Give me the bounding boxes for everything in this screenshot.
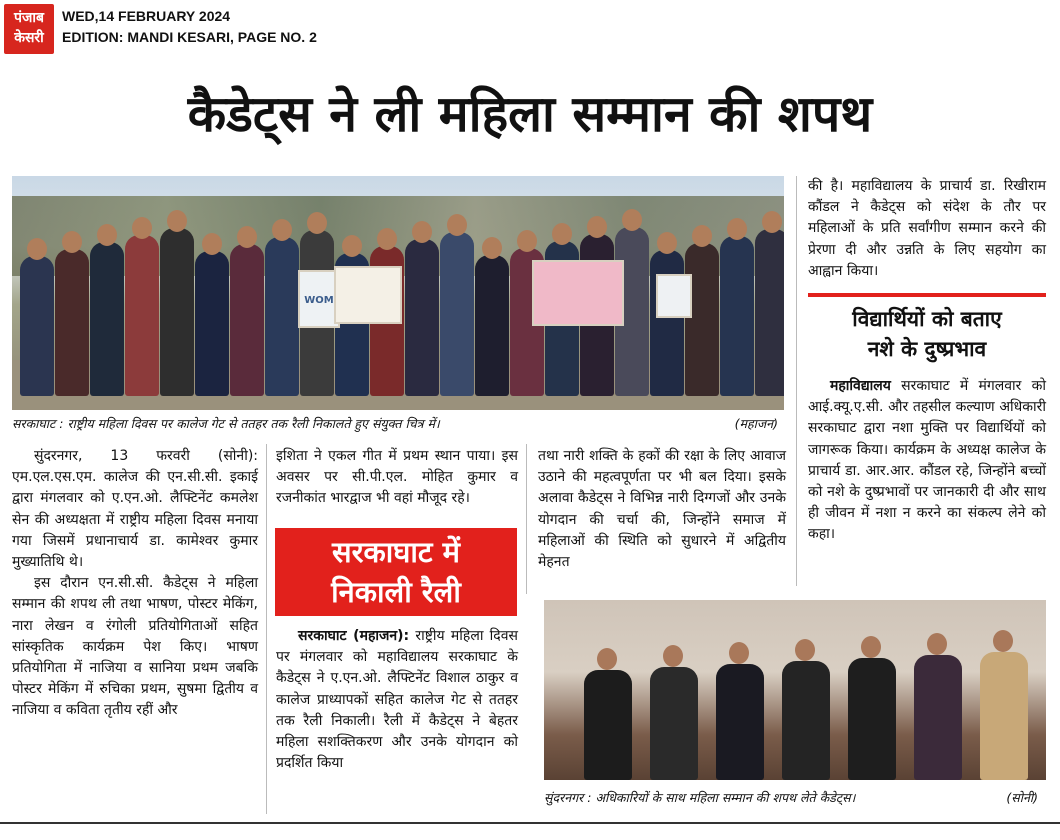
photo-person <box>405 239 439 396</box>
oath-photo-credit: (सोनी) <box>1006 790 1038 805</box>
story2-heading-line-1: सरकाघाट में <box>332 535 460 569</box>
masthead <box>0 0 1060 58</box>
photo-person <box>55 249 89 396</box>
photo-poster-text: WOM <box>304 295 334 306</box>
story1-column-1 <box>12 446 258 722</box>
photo-person-head <box>552 223 572 245</box>
edition-meta <box>62 6 317 48</box>
photo-person <box>440 232 474 396</box>
photo-person <box>230 244 264 396</box>
story2-column-3-text: तथा नारी शक्ति के हकों की रक्षा के लिए आवाज उठाने की महत्वपूर्णता पर भी बल दिया। इसके अलावा कैडेट्स ने विभिन्न नारी दिग्गजों और उनके योगदान की चर्चा की, जिन्होंने समाज में महिलाओं की स्थिति को सुधारने में अद्वितीय मेहनत <box>538 448 786 571</box>
photo-person <box>720 236 754 396</box>
photo-person-head <box>97 224 117 246</box>
story3-body <box>808 376 1046 546</box>
story2-column-3 <box>538 446 786 573</box>
photo-person-head <box>657 232 677 254</box>
photo-cadet <box>980 652 1028 780</box>
edition-info: EDITION: MANDI KESARI, PAGE NO. 2 <box>62 29 317 45</box>
rally-group-photo <box>12 176 784 410</box>
photo-cadet-head <box>663 645 683 667</box>
story3-text: सरकाघाट में मंगलवार को आई.क्यू.ए.सी. और तहसील कल्याण अधिकारी सरकाघाट द्वारा नशा मुक्ति पर विद्यार्थियों को जागरूक किया। कार्यक्रम के अध्यक्ष कालेज के प्राचार्य डा. आर.आर. कौंडल रहे, जिन्होंने बच्चों को नशे के दुष्प्रभावों पर जानकारी दी और साथ ही जीवन में नशा न करने का संकल्प लेने को कहा। <box>808 378 1046 543</box>
bottom-rule <box>0 822 1060 824</box>
photo-person-head <box>272 219 292 241</box>
punjab-kesari-logo <box>4 4 54 54</box>
photo-person-head <box>237 226 257 248</box>
photo-person-head <box>447 214 467 236</box>
story2-heading-line-2: निकाली रैली <box>331 575 461 609</box>
photo-person-head <box>622 209 642 231</box>
oath-photo-caption <box>544 786 1046 810</box>
photo-cadet-head <box>795 639 815 661</box>
photo-person <box>125 235 159 396</box>
photo-cadet <box>650 667 698 780</box>
story3-dateline: महाविद्यालय <box>830 378 891 394</box>
photo-person <box>650 250 684 396</box>
logo-line-2: केसरी <box>14 30 44 46</box>
main-photo-caption <box>12 413 784 435</box>
photo-person-head <box>132 217 152 239</box>
story1-paragraph-1: सुंदरनगर, 13 फरवरी (सोनी): एम.एल.एस.एम. कालेज की एन.सी.सी. इकाई द्वारा मंगलवार को ए.एन.ओ. लैफ्टिनेंट कमलेश सेन की अध्यक्षता में राष्ट्रीय महिला दिवस मनाया गया जिसमें प्रधानाचार्य डा. कामेश्वर कुमार मुख्यातिथि थे। <box>12 448 258 571</box>
photo-person <box>195 251 229 396</box>
photo-poster-small <box>656 274 692 318</box>
photo-cadet <box>914 655 962 780</box>
photo-cadet-head <box>729 642 749 664</box>
column-divider <box>266 444 267 814</box>
photo-cadet-head <box>927 633 947 655</box>
photo-person-head <box>727 218 747 240</box>
story2-column-2-text: राष्ट्रीय महिला दिवस पर मंगलवार को महाविद्यालय सरकाघाट के कैडेट्स ने ए.एन.ओ. लैफ्टिनेंट विशाल ठाकुर व कालेज प्राध्यापकों सहित कालेज गेट से ततहर तक रैली निकाली। रैली में कैडेट्स ने बेहतर महिला सशक्तिकरण और उनके योगदान को प्रदर्शित किया <box>276 628 518 772</box>
photo-poster-wings <box>334 266 402 324</box>
edition-date: WED,14 FEBRUARY 2024 <box>62 8 231 24</box>
photo-person-head <box>692 225 712 247</box>
story2-dateline: सरकाघाट (महाजन): <box>298 628 410 644</box>
photo-cadet-head <box>597 648 617 670</box>
story3-red-rule <box>808 293 1046 297</box>
story1-paragraph-2: इस दौरान एन.सी.सी. कैडेट्स ने महिला सम्मान की शपथ ली तथा भाषण, पोस्टर मेकिंग, नारा लेखन व रंगोली प्रतियोगिताओं सहित सांस्कृतिक कार्यक्रम पेश किए। भाषण प्रतियोगिता में नाजिया व सानिया प्रथम जबकि पोस्टर मेकिंग में रुचिका प्रथम, सुषमा द्वितीय व नाजिया व कविता तृतीय रहीं और <box>12 575 258 719</box>
photo-cadet <box>716 664 764 780</box>
story3-heading-line-1: विद्यार्थियों को बताए <box>852 307 1002 331</box>
main-photo-caption-text: सरकाघाट : राष्ट्रीय महिला दिवस पर कालेज गेट से ततहर तक रैली निकालते हुए संयुक्त चित्र में। <box>12 416 440 431</box>
photo-person <box>20 256 54 396</box>
photo-person-head <box>167 210 187 232</box>
story1-column-2-text: इशिता ने एकल गीत में प्रथम स्थान पाया। इस अवसर पर सी.पी.एल. मोहित कुमार व रजनीकांत भारद्वाज भी वहां मौजूद रहे। <box>276 448 518 507</box>
story3-heading <box>808 304 1046 368</box>
photo-person-head <box>762 211 782 233</box>
story2-column-4-text: की है। महाविद्यालय के प्राचार्य डा. रिखीराम कौंडल ने कैडेट्स को संदेश के तौर पर महिलाओं के प्रति सर्वांगीण सम्मान करने की प्रेरणा दी और उन्नति के लिए सहयोग का आह्वान किया। <box>808 178 1046 279</box>
photo-person-head <box>377 228 397 250</box>
photo-person-head <box>202 233 222 255</box>
photo-person <box>685 243 719 396</box>
oath-photo-caption-text: सुंदरनगर : अधिकारियों के साथ महिला सम्मान की शपथ लेते कैडेट्स। <box>544 790 856 805</box>
photo-cadet-head <box>993 630 1013 652</box>
main-photo-credit: (महाजन) <box>734 416 778 431</box>
story2-heading <box>275 528 517 616</box>
column-divider <box>526 444 527 594</box>
photo-person-head <box>517 230 537 252</box>
photo-poster-pink <box>532 260 624 326</box>
photo-person-head <box>307 212 327 234</box>
story2-column-2 <box>276 626 518 774</box>
story3-heading-line-2: नशे के दुष्प्रभाव <box>867 337 987 361</box>
story2-column-4 <box>808 176 1046 282</box>
story1-column-2 <box>276 446 518 510</box>
photo-cadet-head <box>861 636 881 658</box>
photo-person-head <box>27 238 47 260</box>
column-divider <box>796 176 797 586</box>
photo-person-head <box>342 235 362 257</box>
photo-person <box>475 255 509 396</box>
photo-person <box>265 237 299 396</box>
photo-person-head <box>62 231 82 253</box>
photo-person-head <box>587 216 607 238</box>
logo-line-1: पंजाब <box>14 10 44 26</box>
photo-cadet <box>584 670 632 780</box>
photo-person <box>160 228 194 396</box>
photo-person <box>755 229 784 396</box>
oath-ceremony-photo <box>544 600 1046 780</box>
photo-cadet <box>848 658 896 780</box>
photo-person <box>90 242 124 396</box>
photo-person-head <box>482 237 502 259</box>
photo-cadet <box>782 661 830 780</box>
photo-person-head <box>412 221 432 243</box>
main-headline: कैडेट्स ने ली महिला सम्मान की शपथ <box>187 85 873 143</box>
